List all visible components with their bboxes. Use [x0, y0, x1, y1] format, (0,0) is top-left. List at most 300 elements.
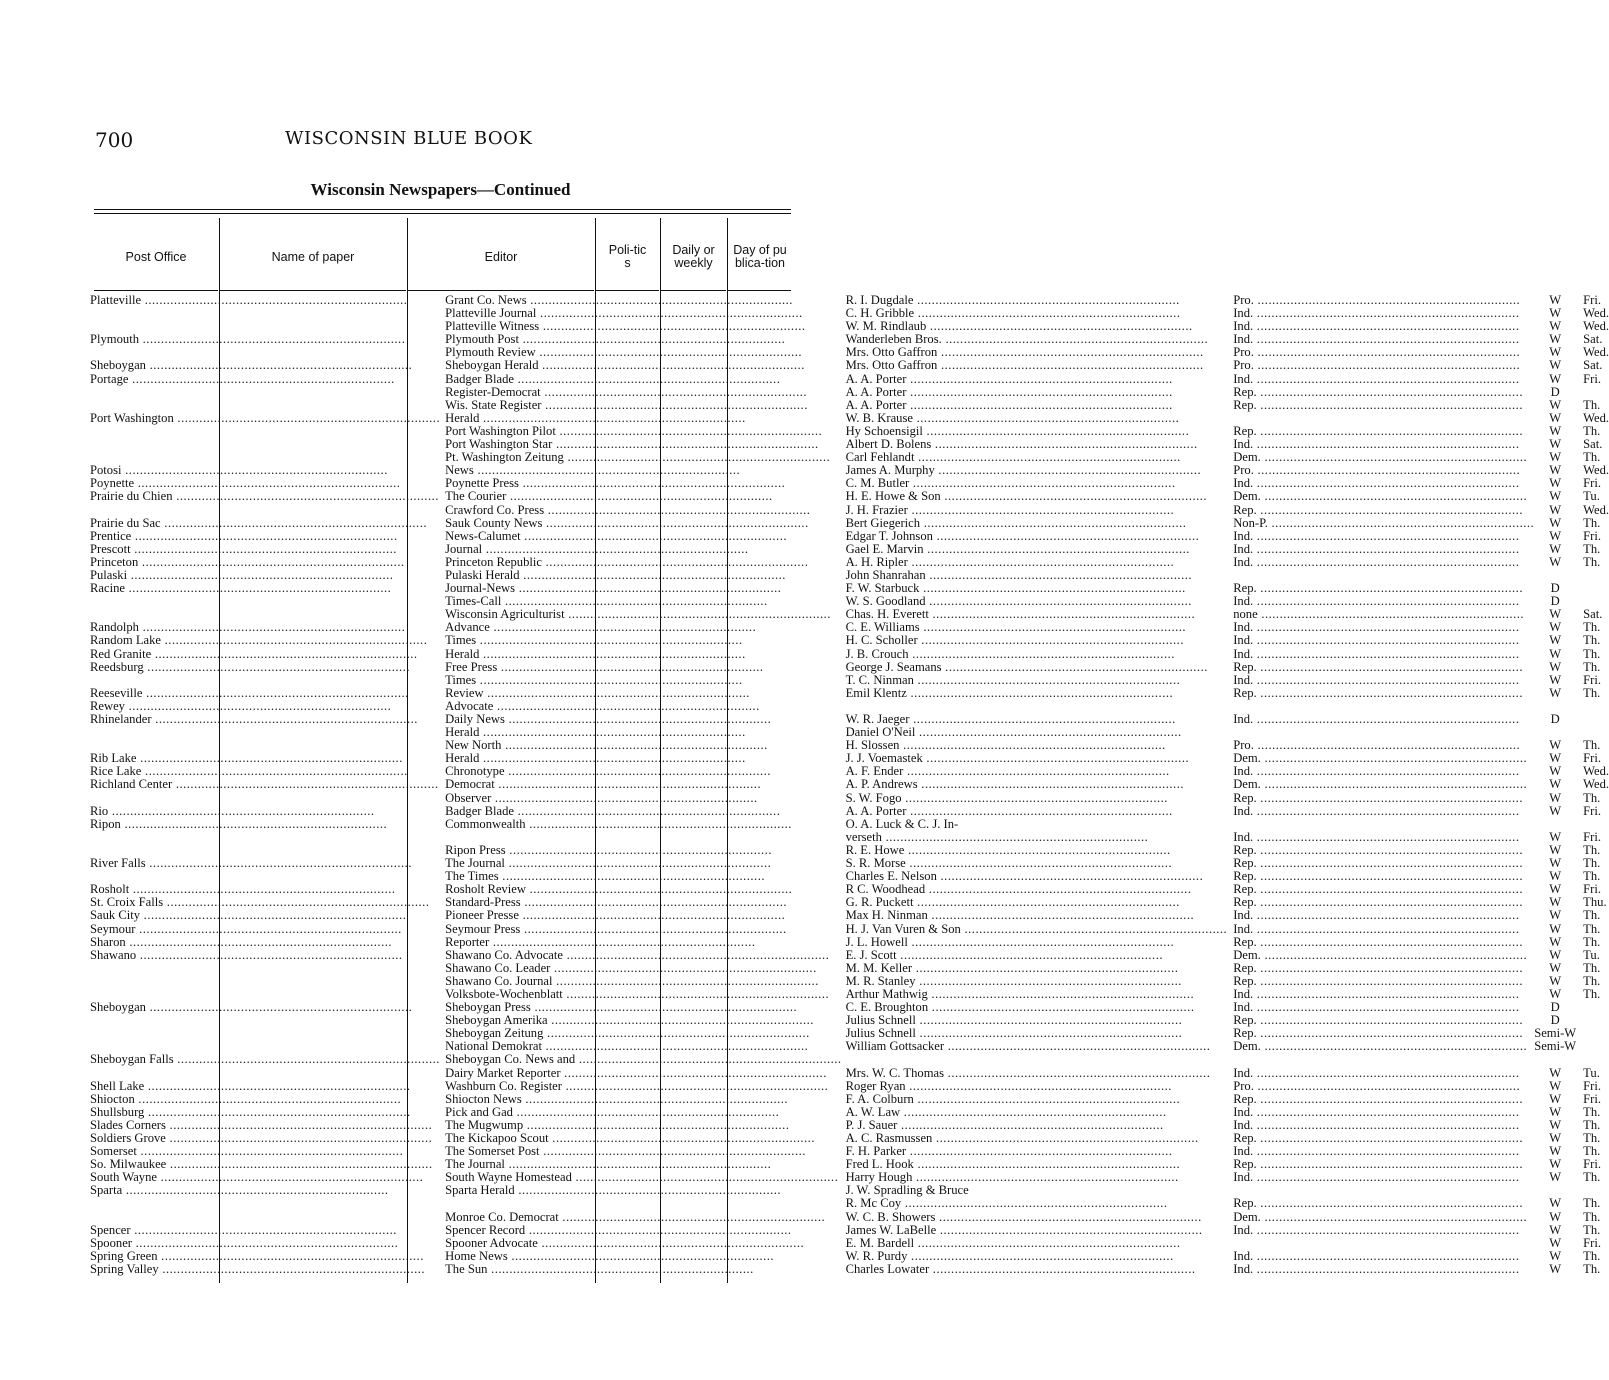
paper-name-cell-text: Pulaski Herald .....: [445, 568, 786, 582]
editor-cell-text: F. W. Starbuck .....: [846, 581, 1186, 595]
paper-name-cell-text: Rosholt Review .....: [445, 882, 792, 896]
politics-cell-text: Pro. .....: [1233, 358, 1520, 372]
frequency-cell-text: D: [1550, 1013, 1560, 1028]
publication-day-cell-text: Wed.: [1583, 345, 1609, 360]
post-office-cell-text: Rice Lake .....: [90, 764, 408, 778]
paper-name-cell-text: South Wayne Homestead .....: [445, 1170, 838, 1184]
publication-day-cell-text: Fri.: [1583, 751, 1602, 766]
editor-cell-text: Emil Klentz .....: [846, 686, 1174, 700]
publication-day-cell-text: Th.: [1583, 515, 1601, 530]
politics-cell-text: Non-P. .....: [1233, 516, 1534, 530]
frequency-cell-text: W: [1549, 672, 1562, 687]
frequency-cell-text: W: [1549, 1235, 1562, 1250]
publication-day-cell-text: Wed.: [1583, 410, 1609, 425]
editor-cell-text: Bert Giegerich .....: [846, 516, 1187, 530]
editor-cell-text: Albert D. Bolens .....: [846, 437, 1198, 451]
publication-day-cell-text: Wed.: [1583, 502, 1609, 517]
paper-name-cell-text: Times-Call .....: [445, 594, 768, 608]
editor-cell-text: A. C. Rasmussen .....: [846, 1131, 1199, 1145]
editor-cell: [842, 687, 1228, 700]
paper-name-cell-text: The Sun .....: [445, 1262, 754, 1276]
frequency-cell-text: W: [1549, 934, 1562, 949]
publication-day-cell: [1576, 1263, 1609, 1276]
politics-cell: [1227, 687, 1534, 700]
publication-day-cell: [1576, 988, 1609, 1001]
editor-cell-text: W. R. Jaeger .....: [846, 712, 1176, 726]
paper-name-cell-text: Sauk County News .....: [445, 516, 809, 530]
editor-cell-text: Mrs. Otto Gaffron .....: [846, 358, 1204, 372]
post-office-cell-text: Spooner .....: [90, 1236, 398, 1250]
politics-cell-text: Rep. .....: [1233, 398, 1523, 412]
post-office-cell: [88, 726, 440, 739]
post-office-cell: [88, 595, 440, 608]
frequency-cell-text: W: [1549, 293, 1562, 307]
politics-cell-text: Rep. .....: [1233, 895, 1523, 909]
post-office-cell: [88, 582, 440, 595]
frequency-cell-text: W: [1549, 1248, 1562, 1263]
politics-cell-text: Ind. .....: [1233, 1105, 1519, 1119]
post-office-cell-text: Seymour .....: [90, 922, 402, 936]
post-office-cell-text: Princeton .....: [90, 555, 405, 569]
post-office-cell-text: Reedsburg .....: [90, 660, 410, 674]
paper-name-cell-text: Badger Blade .....: [445, 804, 780, 818]
politics-cell-text: Ind. .....: [1233, 1118, 1519, 1132]
editor-cell-text: J. L. Howell .....: [846, 935, 1175, 949]
publication-day-cell-text: Th.: [1583, 659, 1601, 674]
frequency-cell-text: W: [1549, 502, 1562, 517]
post-office-cell: [88, 425, 440, 438]
editor-cell-text: O. A. Luck & C. J. In-: [845, 816, 959, 831]
publication-day-cell: [1576, 687, 1609, 700]
paper-name-cell-text: Review .....: [445, 686, 750, 700]
publication-day-cell-text: Wed.: [1583, 306, 1609, 321]
editor-cell-text: A. A. Porter .....: [846, 398, 1173, 412]
paper-name-cell-text: Herald .....: [445, 647, 746, 661]
frequency-cell: [1534, 805, 1576, 818]
post-office-cell: [88, 386, 440, 399]
frequency-cell-text: W: [1549, 764, 1562, 779]
politics-cell-text: Ind. .....: [1233, 594, 1519, 608]
publication-day-cell-text: Th.: [1583, 934, 1601, 949]
post-office-cell-text: Randolph .....: [90, 620, 405, 634]
paper-name-cell-text: Chronotype .....: [445, 764, 771, 778]
politics-cell-text: Rep. .....: [1233, 961, 1523, 975]
politics-cell-text: Pro. .....: [1233, 463, 1520, 477]
publication-day-cell-text: Wed.: [1583, 764, 1609, 779]
frequency-cell-text: W: [1549, 1104, 1562, 1119]
politics-cell: [1227, 713, 1534, 726]
post-office-cell-text: Shullsburg .....: [90, 1105, 411, 1119]
publication-day-cell-text: Sat.: [1583, 607, 1603, 622]
frequency-cell-text: W: [1549, 541, 1562, 556]
frequency-cell-text: W: [1549, 423, 1562, 438]
paper-name-cell-text: New North .....: [445, 738, 768, 752]
editor-cell-text: James A. Murphy .....: [846, 463, 1202, 477]
frequency-cell-text: W: [1549, 803, 1562, 818]
publication-day-cell-text: Th.: [1583, 1261, 1601, 1276]
editor-cell-text: R C. Woodhead .....: [846, 882, 1192, 896]
paper-name-cell-text: Times .....: [445, 633, 742, 647]
paper-name-cell: [440, 1184, 841, 1197]
paper-name-cell-text: Journal-News .....: [445, 581, 781, 595]
politics-cell-text: Rep. .....: [1233, 581, 1523, 595]
publication-day-cell-text: Th.: [1583, 790, 1601, 805]
frequency-cell-text: W: [1549, 358, 1562, 373]
post-office-cell: [88, 962, 440, 975]
politics-cell-text: Ind. .....: [1233, 908, 1519, 922]
paper-name-cell-text: Shawano Co. Leader .....: [445, 961, 817, 975]
post-office-cell: [88, 1184, 440, 1197]
header-name-of-paper: Name of paper: [271, 249, 355, 264]
post-office-cell-text: Prentice .....: [90, 529, 398, 543]
paper-name-cell-text: Princeton Republic .....: [445, 555, 808, 569]
editor-cell-text: C. E. Williams .....: [846, 620, 1186, 634]
publication-day-cell-text: Fri.: [1583, 1078, 1602, 1093]
politics-cell-text: Rep. .....: [1233, 974, 1523, 988]
publication-day-cell-text: Fri.: [1583, 476, 1602, 491]
paper-name-cell-text: Shiocton News .....: [445, 1092, 788, 1106]
post-office-cell: [88, 294, 440, 307]
frequency-cell-text: W: [1549, 319, 1562, 334]
post-office-cell: [88, 333, 440, 346]
post-office-cell: [88, 373, 440, 386]
frequency-cell-text: D: [1550, 581, 1560, 596]
post-office-cell-text: Rewey .....: [90, 699, 391, 713]
post-office-cell-text: Racine .....: [90, 581, 391, 595]
frequency-cell-text: W: [1549, 620, 1562, 635]
paper-name-cell-text: Free Press .....: [445, 660, 763, 674]
editor-cell-text: Wanderleben Bros. .....: [846, 332, 1209, 346]
paper-name-cell-text: Register-Democrat .....: [445, 385, 807, 399]
header-day-text: Day of publica-tion: [733, 243, 787, 270]
publication-day-cell-text: Fri.: [1583, 803, 1602, 818]
politics-cell-text: Pro. .....: [1233, 345, 1520, 359]
paper-name-cell-text: Standard-Press .....: [445, 895, 787, 909]
politics-cell-text: Rep. .....: [1233, 1013, 1523, 1027]
post-office-cell: [88, 975, 440, 988]
politics-cell: [1227, 556, 1534, 569]
frequency-cell-text: W: [1549, 856, 1562, 871]
editor-cell-text: P. J. Sauer .....: [846, 1118, 1164, 1132]
post-office-cell-text: Plymouth .....: [90, 332, 405, 346]
editor-cell-text: Fred L. Hook .....: [846, 1157, 1181, 1171]
editor-cell-text: A. H. Ripler .....: [846, 555, 1175, 569]
politics-cell-text: none .....: [1233, 607, 1524, 621]
frequency-cell-text: W: [1549, 463, 1562, 478]
publication-day-cell-text: Th.: [1583, 1209, 1601, 1224]
paper-name-cell: [440, 818, 841, 831]
post-office-cell-text: Platteville .....: [90, 293, 407, 307]
publication-day-cell-text: Th.: [1583, 1117, 1601, 1132]
frequency-cell-text: W: [1549, 397, 1562, 412]
frequency-cell-text: W: [1549, 947, 1562, 962]
politics-cell-text: Ind. .....: [1233, 306, 1519, 320]
frequency-cell-text: W: [1549, 777, 1562, 792]
post-office-cell-text: Richland Center .....: [90, 777, 439, 791]
editor-cell-text: Mrs. W. C. Thomas .....: [846, 1066, 1211, 1080]
politics-cell-text: Ind. .....: [1233, 372, 1519, 386]
publication-day-cell-text: Th.: [1583, 869, 1601, 884]
post-office-cell-text: Somerset .....: [90, 1144, 403, 1158]
politics-cell-text: Pro. .....: [1233, 738, 1520, 752]
editor-cell-text: John Shanrahan .....: [846, 568, 1192, 582]
editor-cell-text: Julius Schnell .....: [846, 1026, 1183, 1040]
paper-name-cell-text: Washburn Co. Register .....: [445, 1079, 828, 1093]
publication-day-cell-text: Th.: [1583, 1248, 1601, 1263]
frequency-cell-text: W: [1549, 908, 1562, 923]
publication-day-cell: [1576, 373, 1609, 386]
publication-day-cell: [1576, 700, 1609, 713]
paper-name-cell-text: Monroe Co. Democrat .....: [445, 1210, 825, 1224]
editor-cell-text: A. A. Porter .....: [846, 372, 1173, 386]
politics-cell-text: Rep. .....: [1233, 869, 1523, 883]
paper-name-cell-text: Shawano Co. Advocate .....: [445, 948, 829, 962]
paper-name-cell-text: Advocate .....: [445, 699, 760, 713]
post-office-cell-text: Sauk City .....: [90, 908, 406, 922]
publication-day-cell-text: Thu.: [1583, 895, 1607, 910]
editor-cell-text: W. M. Rindlaub .....: [846, 319, 1193, 333]
politics-cell: [1227, 1224, 1534, 1237]
post-office-cell-text: Prescott .....: [90, 542, 397, 556]
publication-day-cell-text: Th.: [1583, 908, 1601, 923]
editor-cell-text: G. R. Puckett .....: [846, 895, 1180, 909]
frequency-cell-text: W: [1549, 869, 1562, 884]
politics-cell-text: Dem. .....: [1233, 1039, 1527, 1053]
politics-cell-text: Rep. .....: [1233, 686, 1523, 700]
editor-cell-text: W. R. Purdy .....: [846, 1249, 1174, 1263]
paper-name-cell-text: Sheboygan Herald .....: [445, 358, 805, 372]
editor-cell-text: J. J. Voemastek .....: [846, 751, 1190, 765]
editor-cell-text: R. E. Howe .....: [846, 843, 1171, 857]
publication-day-cell-text: Fri.: [1583, 293, 1602, 307]
paper-name-cell-text: Herald .....: [445, 411, 746, 425]
politics-cell-text: Dem. .....: [1233, 450, 1527, 464]
paper-name-cell-text: Plymouth Review .....: [445, 345, 802, 359]
editor-cell-text: verseth .....: [846, 830, 1149, 844]
publication-day-cell-text: Fri.: [1583, 1235, 1602, 1250]
politics-cell-text: Ind. .....: [1233, 529, 1519, 543]
frequency-cell-text: W: [1549, 659, 1562, 674]
post-office-cell-text: South Wayne .....: [90, 1170, 423, 1184]
politics-cell-text: Ind. .....: [1233, 633, 1519, 647]
post-office-cell: [88, 818, 440, 831]
politics-cell-text: Rep. .....: [1233, 1157, 1523, 1171]
paper-name-cell-text: Sheboygan Press .....: [445, 1000, 797, 1014]
post-office-cell: [88, 713, 440, 726]
post-office-cell-text: Random Lake .....: [90, 633, 427, 647]
post-office-cell-text: Sparta .....: [90, 1183, 389, 1197]
post-office-cell-text: St. Croix Falls .....: [90, 895, 429, 909]
post-office-cell-text: Sheboygan .....: [90, 358, 412, 372]
paper-name-cell-text: Grant Co. News .....: [445, 293, 793, 307]
post-office-cell-text: Reeseville .....: [90, 686, 409, 700]
politics-cell-text: Ind. .....: [1233, 620, 1519, 634]
publication-day-cell-text: Th.: [1583, 856, 1601, 871]
frequency-cell-text: W: [1549, 1222, 1562, 1237]
editor-cell-text: E. J. Scott .....: [846, 948, 1163, 962]
paper-name-cell-text: Daily News .....: [445, 712, 771, 726]
publication-day-cell-text: Th.: [1583, 1104, 1601, 1119]
publication-day-cell-text: Th.: [1583, 921, 1601, 936]
frequency-cell: [1534, 1171, 1576, 1184]
paper-name-cell-text: Plymouth Post .....: [445, 332, 785, 346]
publication-day-cell-text: Sat.: [1583, 332, 1603, 347]
publication-day-cell-text: Wed.: [1583, 319, 1609, 334]
editor-cell-text: R. I. Dugdale .....: [846, 293, 1180, 307]
politics-cell-text: Rep. .....: [1233, 424, 1523, 438]
post-office-cell-text: Spring Valley .....: [90, 1262, 425, 1276]
frequency-cell-text: W: [1549, 1261, 1562, 1276]
frequency-cell-text: D: [1550, 384, 1560, 399]
post-office-cell-text: Prairie du Sac .....: [90, 516, 427, 530]
editor-cell-text: F. A. Colburn .....: [846, 1092, 1181, 1106]
post-office-cell-text: Red Granite .....: [90, 647, 418, 661]
frequency-cell-text: W: [1549, 515, 1562, 530]
post-office-cell-text: Sharon .....: [90, 935, 392, 949]
editor-cell-text: Arthur Mathwig .....: [846, 987, 1195, 1001]
book-title: WISCONSIN BLUE BOOK: [285, 128, 533, 149]
editor-cell-text: Charles Lowater .....: [846, 1262, 1196, 1276]
politics-cell-text: Rep. .....: [1233, 1131, 1523, 1145]
frequency-cell: [1534, 556, 1576, 569]
publication-day-cell-text: Fri.: [1583, 1091, 1602, 1106]
editor-cell-text: Daniel O'Neil .....: [846, 725, 1182, 739]
top-rule: [94, 209, 791, 210]
publication-day-cell-text: Th.: [1583, 1144, 1601, 1159]
politics-cell-text: Dem. .....: [1233, 948, 1527, 962]
editor-cell-text: A. W. Law .....: [846, 1105, 1167, 1119]
post-office-cell: [88, 438, 440, 451]
header-underline: [94, 290, 218, 291]
frequency-cell: [1534, 687, 1576, 700]
politics-cell: [1227, 1171, 1534, 1184]
paper-name-cell-text: News .....: [445, 463, 740, 477]
editor-cell-text: Julius Schnell .....: [846, 1013, 1183, 1027]
frequency-cell-text: W: [1549, 895, 1562, 910]
politics-cell: [1227, 1040, 1534, 1053]
politics-cell-text: Ind. .....: [1233, 1170, 1519, 1184]
frequency-cell-text: W: [1549, 476, 1562, 491]
publication-day-cell-text: Fri.: [1583, 371, 1602, 386]
politics-cell-text: Ind. .....: [1233, 319, 1519, 333]
header-post-office: Post Office: [125, 249, 187, 264]
publication-day-cell-text: Th.: [1583, 633, 1601, 648]
paper-name-cell-text: Wis. State Register .....: [445, 398, 808, 412]
editor-cell-text: Harry Hough .....: [846, 1170, 1179, 1184]
frequency-cell-text: W: [1549, 633, 1562, 648]
paper-name-cell-text: Platteville Journal .....: [445, 306, 803, 320]
post-office-cell: [88, 1014, 440, 1027]
publication-day-cell-text: Wed.: [1583, 777, 1609, 792]
politics-cell-text: Ind. .....: [1233, 712, 1519, 726]
publication-day-cell-text: Fri.: [1583, 528, 1602, 543]
post-office-cell-text: Shiocton .....: [90, 1092, 401, 1106]
frequency-cell-text: W: [1549, 1117, 1562, 1132]
publication-day-cell-text: Th.: [1583, 738, 1601, 753]
editor-cell-text: A. F. Ender .....: [846, 764, 1170, 778]
top-rule-second: [94, 213, 791, 214]
editor-cell-text: A. A. Porter .....: [846, 385, 1173, 399]
frequency-cell-text: W: [1549, 790, 1562, 805]
post-office-cell: [88, 857, 440, 870]
frequency-cell-text: W: [1549, 306, 1562, 321]
frequency-cell-text: W: [1549, 829, 1562, 844]
frequency-cell-text: W: [1549, 1065, 1562, 1080]
politics-cell-text: Ind. .....: [1233, 1249, 1519, 1263]
post-office-cell-text: Rio .....: [90, 804, 375, 818]
paper-name-cell-text: Pick and Gad .....: [445, 1105, 779, 1119]
post-office-cell-text: Pulaski .....: [90, 568, 393, 582]
publication-day-cell-text: Th.: [1583, 554, 1601, 569]
post-office-cell: [88, 1053, 440, 1066]
frequency-cell: [1534, 1263, 1576, 1276]
page-number: 700: [95, 128, 134, 152]
editor-cell: [842, 1040, 1228, 1053]
politics-cell-text: Dem. .....: [1233, 777, 1527, 791]
frequency-cell-text: W: [1549, 1170, 1562, 1185]
editor-cell-text: A. P. Andrews .....: [846, 777, 1184, 791]
post-office-cell-text: River Falls .....: [90, 856, 412, 870]
politics-cell-text: Dem. .....: [1233, 751, 1527, 765]
frequency-cell-text: W: [1549, 1144, 1562, 1159]
politics-cell-text: Dem. .....: [1233, 1210, 1527, 1224]
frequency-cell-text: W: [1549, 1209, 1562, 1224]
editor-cell-text: Roger Ryan .....: [846, 1079, 1172, 1093]
publication-day-cell-text: Fri.: [1583, 829, 1602, 844]
frequency-cell-text: W: [1549, 751, 1562, 766]
paper-name-cell-text: Badger Blade .....: [445, 372, 780, 386]
header-politics-text: Poli-tics: [608, 243, 647, 270]
paper-name-cell-text: Times .....: [445, 673, 742, 687]
politics-cell-text: Ind. .....: [1233, 542, 1519, 556]
politics-cell-text: Ind. .....: [1233, 1066, 1519, 1080]
politics-cell-text: Dem. .....: [1233, 489, 1527, 503]
paper-name-cell-text: The Courier .....: [445, 489, 773, 503]
editor-cell-text: James W. LaBelle .....: [846, 1223, 1203, 1237]
header-underline: [728, 290, 791, 291]
paper-name-cell-text: Advance .....: [445, 620, 756, 634]
editor-cell-text: W. B. Krause .....: [846, 411, 1180, 425]
publication-day-cell-text: Th.: [1583, 1170, 1601, 1185]
paper-name-cell-text: Commonwealth .....: [445, 817, 792, 831]
editor-cell-text: Chas. H. Everett .....: [846, 607, 1196, 621]
editor-cell-text: H. E. Howe & Son .....: [846, 489, 1208, 503]
post-office-cell-text: Shawano .....: [90, 948, 403, 962]
paper-name-cell-text: Crawford Co. Press .....: [445, 503, 810, 517]
paper-name-cell-text: Ripon Press .....: [445, 843, 772, 857]
header-daily-weekly: [661, 226, 726, 288]
post-office-cell-text: Rib Lake .....: [90, 751, 403, 765]
paper-name-cell-text: Wisconsin Agriculturist .....: [445, 607, 831, 621]
post-office-cell-text: Potosi .....: [90, 463, 388, 477]
frequency-cell-text: W: [1549, 1091, 1562, 1106]
politics-cell-text: Ind. .....: [1233, 1223, 1519, 1237]
paper-name-cell-text: The Mugwump .....: [445, 1118, 789, 1132]
publication-day-cell-text: Th.: [1583, 450, 1601, 465]
editor-cell-text: William Gottsacker .....: [846, 1039, 1211, 1053]
publication-day-cell: [1576, 569, 1609, 582]
editor-cell-text: E. M. Bardell .....: [846, 1236, 1181, 1250]
frequency-cell-text: W: [1549, 410, 1562, 425]
frequency-cell-text: W: [1549, 1078, 1562, 1093]
post-office-cell-text: Sheboygan .....: [90, 1000, 412, 1014]
paper-name-cell-text: Port Washington Pilot .....: [445, 424, 822, 438]
publication-day-cell: [1576, 713, 1609, 726]
publication-day-cell-text: Th.: [1583, 842, 1601, 857]
publication-day-cell-text: Fri.: [1583, 1157, 1602, 1172]
paper-name-cell-text: Sheboygan Co. News and .....: [445, 1052, 841, 1066]
paper-name-cell-text: The Journal .....: [445, 856, 771, 870]
